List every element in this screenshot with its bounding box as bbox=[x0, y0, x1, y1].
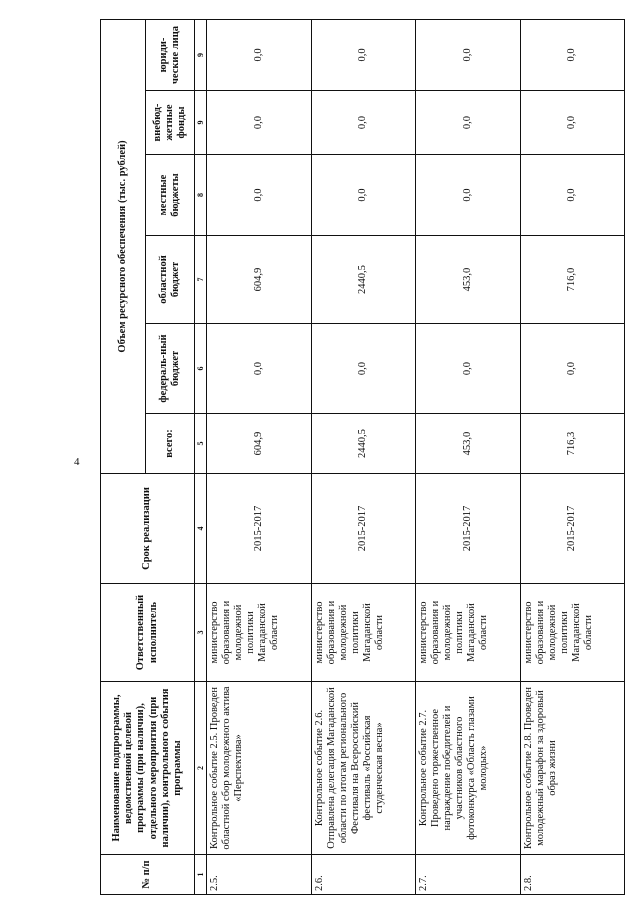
column-number: 4 bbox=[195, 474, 207, 584]
header-extrabudget: внебюд-жетные фонды bbox=[146, 91, 195, 155]
column-number: 9 bbox=[195, 91, 207, 155]
regional-cell: 453,0 bbox=[416, 236, 521, 324]
federal-cell: 0,0 bbox=[311, 324, 416, 414]
local-cell: 0,0 bbox=[416, 155, 521, 236]
total-cell: 2440,5 bbox=[311, 414, 416, 474]
total-cell: 604,9 bbox=[207, 414, 312, 474]
extrabudget-cell: 0,0 bbox=[416, 91, 521, 155]
header-executor: Ответственный исполнитель bbox=[101, 584, 195, 682]
column-number: 9 bbox=[195, 19, 207, 90]
total-cell: 453,0 bbox=[416, 414, 521, 474]
period-cell: 2015-2017 bbox=[416, 474, 521, 584]
local-cell: 0,0 bbox=[520, 155, 625, 236]
regional-cell: 716,0 bbox=[520, 236, 625, 324]
legal-cell: 0,0 bbox=[520, 19, 625, 90]
period-cell: 2015-2017 bbox=[207, 474, 312, 584]
executor-cell: министерство образования и молодежной политики Магаданской области bbox=[311, 584, 416, 682]
page-number: 4 bbox=[74, 456, 80, 468]
legal-cell: 0,0 bbox=[311, 19, 416, 90]
regional-cell: 604,9 bbox=[207, 236, 312, 324]
row-number: 2.5. bbox=[207, 855, 312, 895]
column-number: 2 bbox=[195, 682, 207, 855]
event-name: Контрольное событие 2.7. Проведено торжественное награждение победителей и участников областного фотоконкурса «Область глазами молодых» bbox=[416, 682, 521, 855]
header-local: местные бюджеты bbox=[146, 155, 195, 236]
extrabudget-cell: 0,0 bbox=[520, 91, 625, 155]
total-cell: 716,3 bbox=[520, 414, 625, 474]
column-number: 7 bbox=[195, 236, 207, 324]
period-cell: 2015-2017 bbox=[520, 474, 625, 584]
executor-cell: министерство образования и молодежной политики Магаданской области bbox=[207, 584, 312, 682]
table-row bbox=[311, 19, 416, 894]
header-federal: федераль-ный бюджет bbox=[146, 324, 195, 414]
local-cell: 0,0 bbox=[311, 155, 416, 236]
header-legal: юриди-ческие лица bbox=[146, 19, 195, 90]
row-number: 2.6. bbox=[311, 855, 416, 895]
federal-cell: 0,0 bbox=[520, 324, 625, 414]
local-cell: 0,0 bbox=[207, 155, 312, 236]
table-row bbox=[207, 19, 312, 894]
row-number: 2.8. bbox=[520, 855, 625, 895]
header-regional: областной бюджет bbox=[146, 236, 195, 324]
column-number: 5 bbox=[195, 414, 207, 474]
column-number-row bbox=[195, 19, 207, 894]
executor-cell: министерство образования и молодежной политики Магаданской области bbox=[520, 584, 625, 682]
event-name: Контрольное событие 2.6. Отправлена делегация Магаданской области по итогам регионального Фестиваля на Всероссийский фестиваль «Российская студенческая весна» bbox=[311, 682, 416, 855]
rotated-table-wrapper bbox=[100, 20, 625, 895]
federal-cell: 0,0 bbox=[207, 324, 312, 414]
extrabudget-cell: 0,0 bbox=[207, 91, 312, 155]
executor-cell: министерство образования и молодежной политики Магаданской области bbox=[416, 584, 521, 682]
header-num: № п/п bbox=[101, 855, 195, 895]
header-period: Срок реализации bbox=[101, 474, 195, 584]
column-number: 3 bbox=[195, 584, 207, 682]
event-name: Контрольное событие 2.8. Проведен молодежный марафон за здоровый образ жизни bbox=[520, 682, 625, 855]
column-number: 8 bbox=[195, 155, 207, 236]
table-row bbox=[520, 19, 625, 894]
row-number: 2.7. bbox=[416, 855, 521, 895]
legal-cell: 0,0 bbox=[207, 19, 312, 90]
extrabudget-cell: 0,0 bbox=[311, 91, 416, 155]
event-name: Контрольное событие 2.5. Проведен областной сбор молодежного актива «Перспектива» bbox=[207, 682, 312, 855]
federal-cell: 0,0 bbox=[416, 324, 521, 414]
header-name: Наименование подпрограммы, ведомственной целевой программы (при наличии), отдельного мероприятия (при наличии), контрольного события программы bbox=[101, 682, 195, 855]
period-cell: 2015-2017 bbox=[311, 474, 416, 584]
regional-cell: 2440,5 bbox=[311, 236, 416, 324]
header-row bbox=[101, 19, 146, 894]
header-funding-group: Объем ресурсного обеспечения (тыс. рублей) bbox=[101, 19, 146, 473]
column-number: 6 bbox=[195, 324, 207, 414]
resource-table bbox=[100, 19, 625, 895]
legal-cell: 0,0 bbox=[416, 19, 521, 90]
column-number: 1 bbox=[195, 855, 207, 895]
header-total: всего: bbox=[146, 414, 195, 474]
table-row bbox=[416, 19, 521, 894]
